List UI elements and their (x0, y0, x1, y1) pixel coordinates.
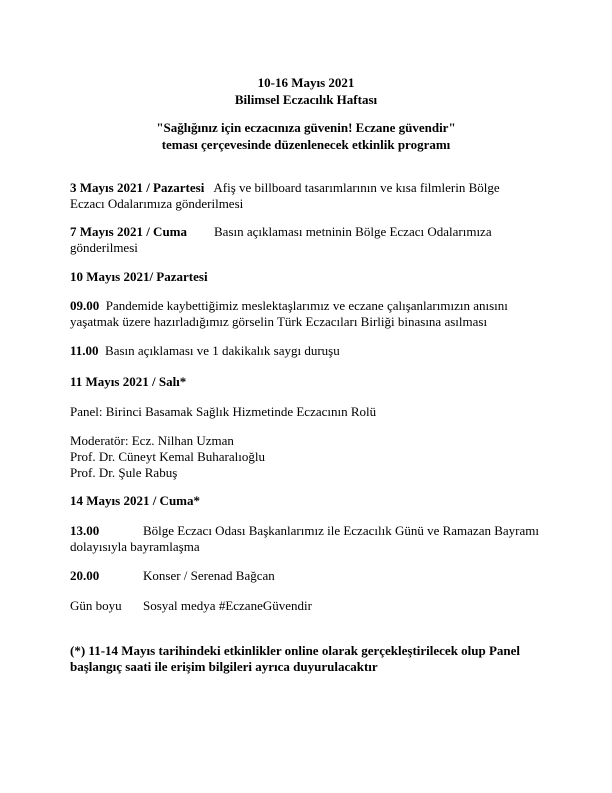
may10-item1-text: Pandemide kaybettiğimiz meslektaşlarımız ve eczane çalışanlarımızın anısını (105, 298, 508, 313)
may3-text2: Eczacı Odalarımıza gönderilmesi (70, 196, 244, 211)
may11-date: 11 Mayıs 2021 / Salı* (70, 374, 187, 389)
may3-date: 3 Mayıs 2021 / Pazartesi (70, 180, 205, 195)
may10-item1-text2: yaşatmak üzere hazırladığımız görselin Türk Eczacıları Birliği binasına asılması (70, 314, 488, 329)
may11-moderator: Moderatör: Ecz. Nilhan Uzman (70, 433, 234, 448)
may3-entry (70, 180, 550, 212)
may14-item2 (70, 568, 550, 584)
may10-item2-text: Basın açıklaması ve 1 dakikalık saygı duruşu (105, 343, 340, 358)
header-theme-line1: "Sağlığınız için eczacınıza güvenin! Eczane güvendir" (156, 120, 456, 135)
footnote (70, 643, 550, 675)
footnote-line2: başlangıç saati ile erişim bilgileri ayrıca duyurulacaktır (70, 659, 378, 674)
may7-text: Basın açıklaması metninin Bölge Eczacı Odalarımıza (214, 224, 492, 239)
may10-item2 (70, 343, 550, 359)
header-dates: 10-16 Mayıs 2021 (257, 75, 355, 90)
may10-item1 (70, 298, 550, 330)
may14-item3-text: Sosyal medya #EczaneGüvendir (143, 598, 312, 613)
may10-date: 10 Mayıs 2021/ Pazartesi (70, 269, 208, 284)
may10-item2-time: 11.00 (70, 343, 99, 358)
may11-participants (70, 433, 550, 481)
may14-date: 14 Mayıs 2021 / Cuma* (70, 493, 200, 508)
may3-text: Afiş ve billboard tasarımlarının ve kısa filmlerin Bölge (213, 180, 500, 195)
may14-item3-time: Gün boyu (70, 598, 122, 613)
header-event-title: Bilimsel Eczacılık Haftası (234, 92, 378, 107)
may14-item2-text: Konser / Serenad Bağcan (143, 568, 275, 583)
may7-text2: gönderilmesi (70, 240, 138, 255)
may10-item1-time: 09.00 (70, 298, 100, 313)
footnote-line1: (*) 11-14 Mayıs tarihindeki etkinlikler online olarak gerçekleştirilecek olup Panel (70, 643, 521, 658)
may11-speaker1: Prof. Dr. Cüneyt Kemal Buharalıoğlu (70, 449, 265, 464)
may14-item2-time: 20.00 (70, 568, 100, 583)
may14-item1-text2: dolayısıyla bayramlaşma (70, 539, 200, 554)
may14-item1-text: Bölge Eczacı Odası Başkanlarımız ile Eczacılık Günü ve Ramazan Bayramı (143, 523, 539, 538)
may14-item3 (70, 598, 550, 614)
may11-panel: Panel: Birinci Basamak Sağlık Hizmetinde Eczacının Rolü (70, 404, 377, 419)
may14-item1 (70, 523, 550, 555)
may7-entry (70, 224, 550, 256)
may14-item1-time: 13.00 (70, 523, 100, 538)
may7-date: 7 Mayıs 2021 / Cuma (70, 224, 187, 239)
may11-speaker2: Prof. Dr. Şule Rabuş (70, 465, 178, 480)
header-theme-line2: teması çerçevesinde düzenlenecek etkinlik programı (161, 137, 451, 152)
